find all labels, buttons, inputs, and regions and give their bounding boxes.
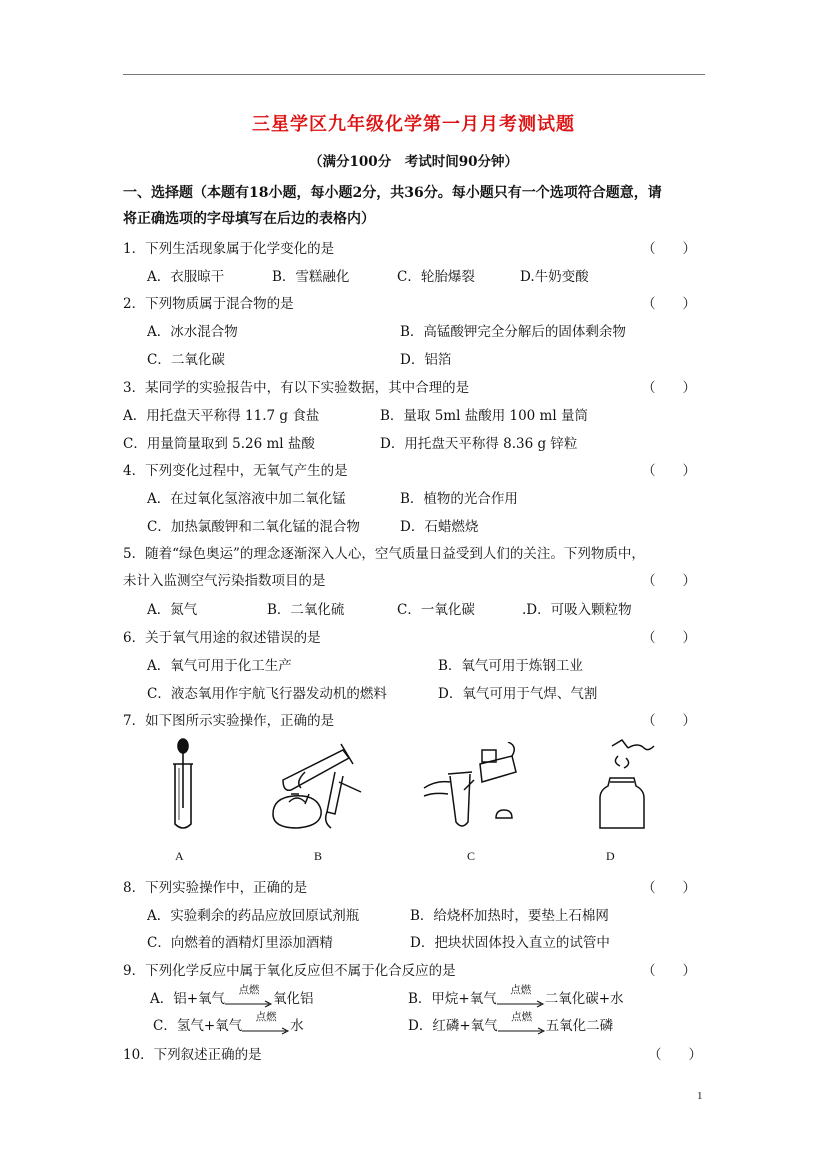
- q9-option-d: [408, 1010, 614, 1036]
- figure-c-label: C: [467, 849, 476, 863]
- section-heading: 一、选择题（本题有18小题，每小题2分，共36分。每小题只有一个选项符合题意，请: [123, 185, 662, 201]
- question-3: 3．某同学的实验报告中，有以下实验数据，其中合理的是: [123, 380, 470, 396]
- question-5: 5．随着“绿色奥运”的理念逐渐深入人心，空气质量日益受到人们的关注。下列物质中，: [123, 546, 645, 562]
- q4-option-a: A．在过氧化氢溶液中加二氧化锰: [147, 491, 346, 507]
- reaction-condition: 点燃: [238, 983, 260, 996]
- answer-blank-3: （ ）: [642, 380, 696, 396]
- question-6: 6．关于氧气用途的叙述错误的是: [123, 630, 321, 646]
- q8-option-a: A．实验剩余的药品应放回原试剂瓶: [147, 908, 360, 924]
- question-7: 7．如下图所示实验操作，正确的是: [123, 713, 335, 729]
- q3-option-d: D．用托盘天平称得 8.36 g 锌粒: [380, 436, 578, 452]
- figure-a-dropper-in-tube: [165, 738, 201, 834]
- q3-option-a: A．用托盘天平称得 11.7 g 食盐: [123, 408, 320, 424]
- question-5-cont: 未计入监测空气污染指数项目的是: [123, 573, 326, 589]
- figure-c-pouring-reagent: [420, 742, 520, 834]
- question-4: 4．下列变化过程中，无氧气产生的是: [123, 463, 348, 479]
- reaction-condition: 点燃: [511, 1010, 533, 1023]
- answer-blank-10: （ ）: [648, 1047, 702, 1063]
- q2-option-b: B．高锰酸钾完全分解后的固体剩余物: [400, 324, 626, 340]
- q5-option-b: B．二氧化硫: [267, 602, 345, 618]
- reaction-arrow: [225, 983, 273, 1009]
- q5-option-c: C．一氧化碳: [397, 602, 475, 618]
- question-2: 2．下列物质属于混合物的是: [123, 296, 294, 312]
- q5-option-d: .D．可吸入颗粒物: [522, 602, 632, 618]
- q1-option-b: B．雪糕融化: [272, 269, 350, 285]
- q4-option-d: D．石蜡燃烧: [400, 519, 479, 535]
- page-number: 1: [697, 1090, 703, 1102]
- reaction-arrow: [242, 1010, 290, 1036]
- question-1: 1．下列生活现象属于化学变化的是: [123, 241, 335, 257]
- question-10: 10．下列叙述正确的是: [123, 1047, 262, 1063]
- answer-blank-4: （ ）: [642, 463, 696, 479]
- q1-option-c: C．轮胎爆裂: [397, 269, 475, 285]
- reaction-condition: 点燃: [510, 983, 532, 996]
- q1-option-d: D.牛奶变酸: [520, 269, 589, 285]
- q6-option-a: A．氧气可用于化工生产: [147, 658, 292, 674]
- q2-option-a: A．冰水混合物: [147, 324, 238, 340]
- q8-option-b: B．给烧杯加热时，要垫上石棉网: [410, 908, 609, 924]
- q9-d-reactants: D．红磷+氧气: [408, 1018, 498, 1034]
- q6-option-c: C．液态氧用作宇航飞行器发动机的燃料: [147, 686, 387, 702]
- q9-d-products: 五氧化二磷: [545, 1018, 614, 1034]
- exam-info: （满分100分 考试时间90分钟）: [309, 154, 518, 170]
- reaction-arrow: [497, 983, 545, 1009]
- q9-option-c: [153, 1010, 304, 1036]
- reaction-condition: 点燃: [255, 1010, 277, 1023]
- section-heading-cont: 将正确选项的字母填写在后边的表格内）: [123, 211, 375, 227]
- q2-option-c: C．二氧化碳: [147, 352, 225, 368]
- figure-d-label: D: [606, 849, 615, 863]
- answer-blank-2: （ ）: [642, 296, 696, 312]
- q6-option-d: D．氧气可用于气焊、气割: [438, 686, 598, 702]
- answer-blank-6: （ ）: [642, 630, 696, 646]
- q3-option-c: C．用量筒量取到 5.26 ml 盐酸: [123, 436, 315, 452]
- q9-option-a: [150, 983, 314, 1009]
- q9-c-reactants: C．氢气+氧气: [153, 1018, 243, 1034]
- answer-blank-7: （ ）: [642, 713, 696, 729]
- q8-option-c: C．向燃着的酒精灯里添加酒精: [147, 935, 333, 951]
- question-9: 9．下列化学反应中属于氧化反应但不属于化合反应的是: [123, 963, 456, 979]
- figure-d-smelling-gas: [592, 738, 656, 834]
- q9-option-b: [408, 983, 624, 1009]
- q2-option-d: D．铝箔: [400, 352, 452, 368]
- figure-b-heating-tube: [265, 742, 365, 834]
- answer-blank-8: （ ）: [642, 880, 696, 896]
- q5-option-a: A．氮气: [147, 602, 198, 618]
- reaction-arrow: [498, 1010, 546, 1036]
- answer-blank-1: （ ）: [642, 241, 696, 257]
- q1-option-a: A．衣服晾干: [147, 269, 225, 285]
- figure-a-label: A: [175, 849, 184, 863]
- page-title: 三星学区九年级化学第一月月考测试题: [252, 114, 575, 135]
- q9-c-products: 水: [290, 1018, 304, 1034]
- q3-option-b: B．量取 5ml 盐酸用 100 ml 量筒: [380, 408, 588, 424]
- q8-option-d: D．把块状固体投入直立的试管中: [410, 935, 610, 951]
- q4-option-b: B．植物的光合作用: [400, 491, 518, 507]
- question-8: 8．下列实验操作中，正确的是: [123, 880, 308, 896]
- header-rule: [123, 74, 705, 75]
- answer-blank-9: （ ）: [642, 963, 696, 979]
- answer-blank-5: （ ）: [642, 573, 696, 589]
- q9-b-reactants: B．甲烷+氧气: [408, 991, 497, 1007]
- q9-a-reactants: A．铝+氧气: [150, 991, 226, 1007]
- figure-b-label: B: [314, 849, 323, 863]
- q4-option-c: C．加热氯酸钾和二氧化锰的混合物: [147, 519, 360, 535]
- q9-a-products: 氧化铝: [273, 991, 314, 1007]
- q9-b-products: 二氧化碳+水: [544, 991, 624, 1007]
- q6-option-b: B．氧气可用于炼钢工业: [438, 658, 583, 674]
